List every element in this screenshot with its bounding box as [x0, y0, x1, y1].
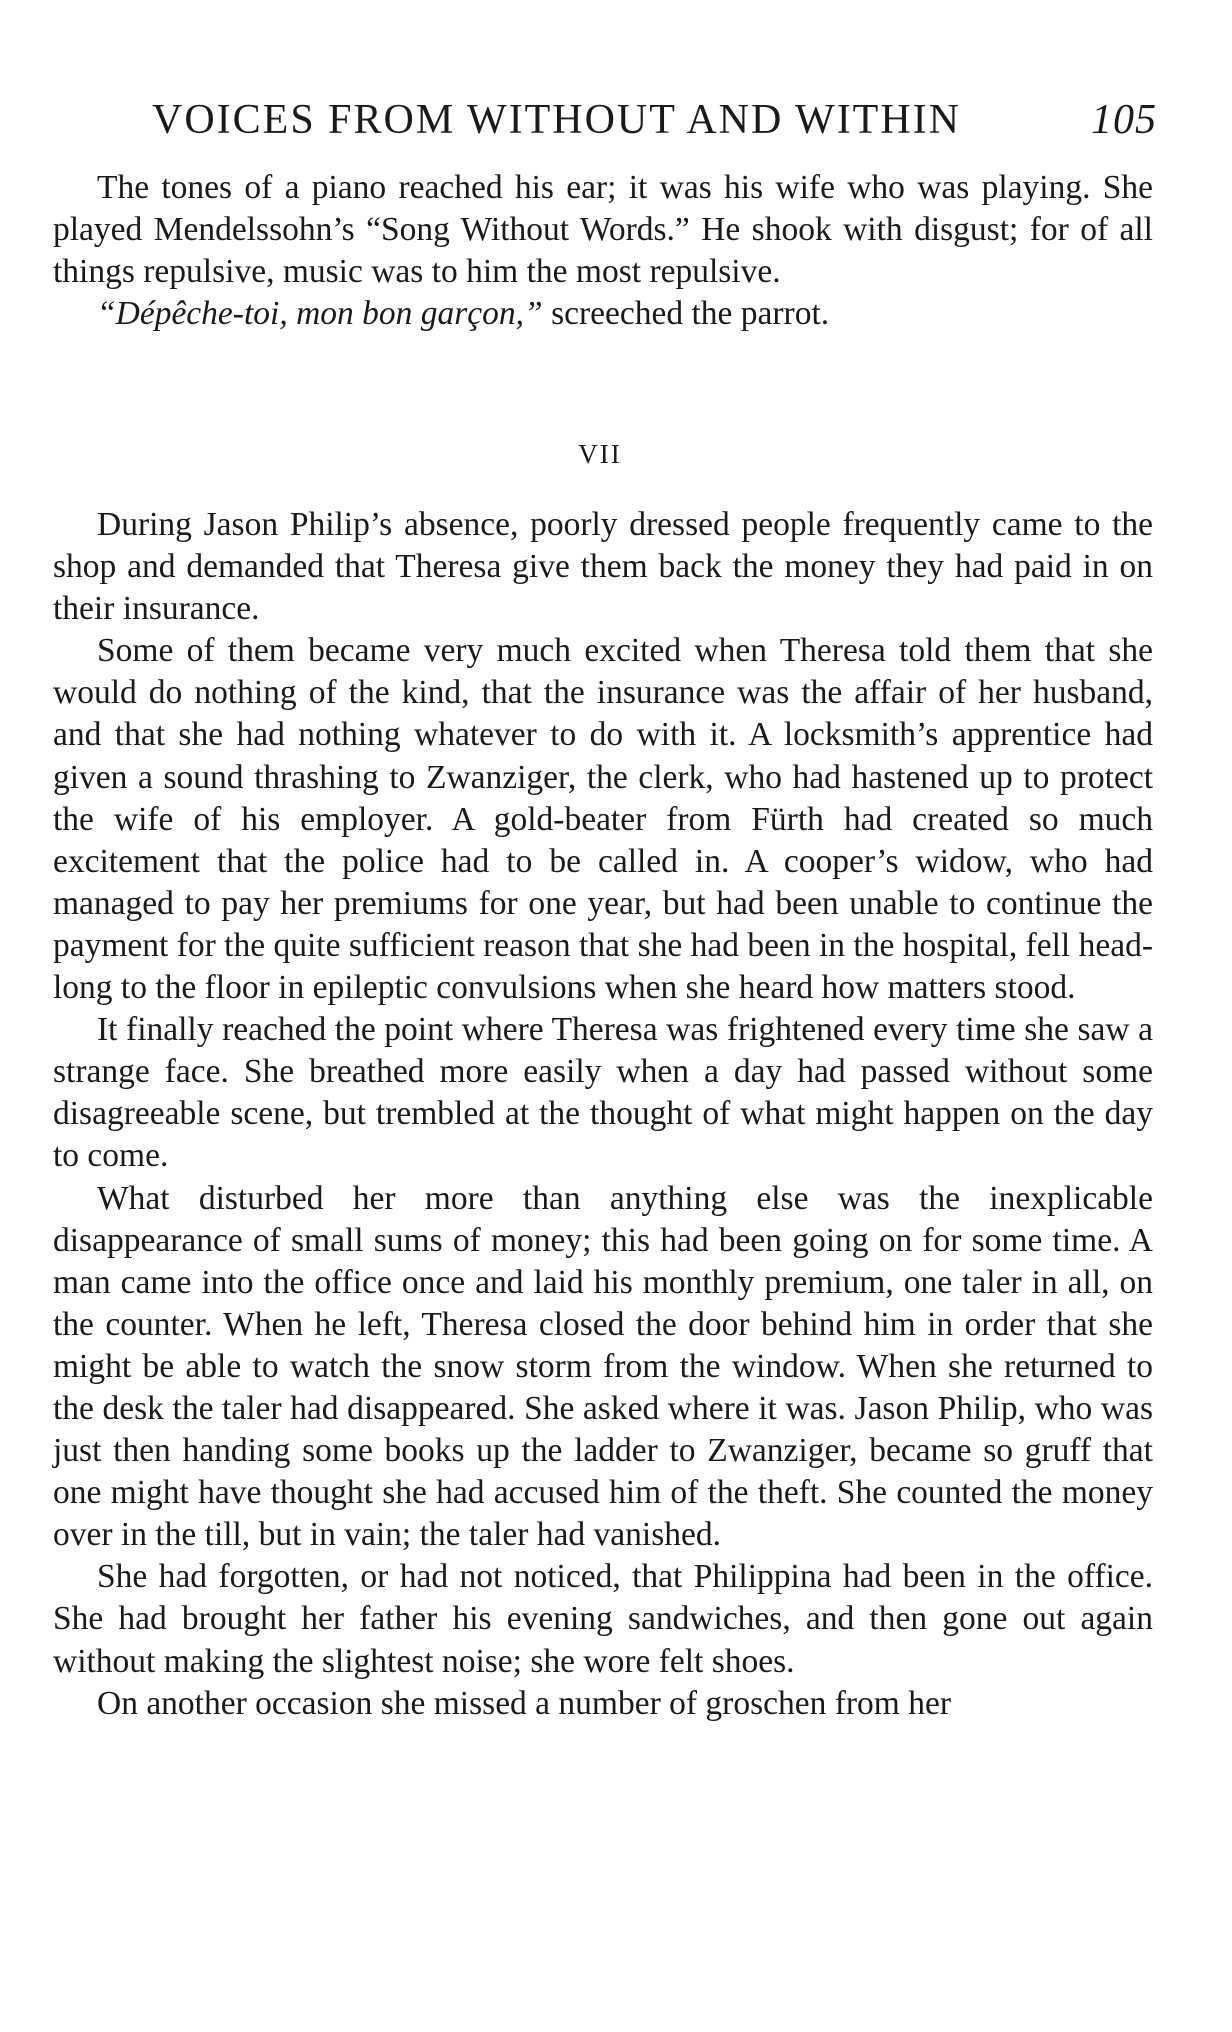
paragraph: What disturbed her more than anything else was the inexplicable disappearance of small sums of money; this had been going on for some time. A man came into the office once and laid his monthly premium, one taler in all, on the counter. When he left, Theresa closed the door behind him in order that she might be able to watch the snow storm from the window. When she returned to the desk the taler had disappeared. She asked where it was. Jason Philip, who was just then handing some books up the ladder to Zwanziger, became so gruff that one might have thought she had accused him of the theft. She counted the money over in the till, but in vain; the taler had vanished.: [53, 1179, 1153, 1554]
running-head: [152, 92, 1157, 148]
paragraph: On another occasion she missed a number of groschen from her: [97, 1684, 951, 1722]
parrot-paragraph: [53, 293, 1153, 335]
section-number: VII: [578, 439, 622, 469]
text-block-after-section: [53, 504, 1153, 1725]
running-title: VOICES FROM WITHOUT AND WITHIN: [152, 97, 961, 143]
paragraph: The tones of a piano reached his ear; it was his wife who was playing. She played Mendelssohn’s “Song Without Words.” He shook with disgust; for of all things repulsive, music was to him the most repulsive.: [53, 169, 1153, 291]
paragraph: It finally reached the point where Theresa was frightened every time she saw a strange face. She breathed more easily when a day had passed without some disagreeable scene, but trembled at the thought of what might happen on the day to come.: [53, 1011, 1153, 1175]
paragraph: During Jason Philip’s absence, poorly dressed people frequently came to the shop and demanded that Theresa give them back the money they had paid in on their insurance.: [53, 506, 1153, 628]
parrot-rest: screeched the parrot.: [542, 295, 830, 333]
paragraph: She had forgotten, or had not noticed, that Philippina had been in the office. She had brought her father his evening sandwiches, and then gone out again without making the slightest noise; she wore felt shoes.: [53, 1558, 1153, 1680]
paragraph: Some of them became very much excited when Theresa told them that she would do nothing of the kind, that the insurance was the affair of her husband, and that she had nothing whatever to do with it. A locksmith’s apprentice had given a sound thrashing to Zwanziger, the clerk, who had hastened up to protect the wife of his employer. A gold-beater from Fürth had created so much excitement that the police had to be called in. A cooper’s widow, who had managed to pay her premiums for one year, but had been unable to continue the payment for the quite sufficient reason that she had been in the hospital, fell head-long to the floor in epileptic convulsions when she heard how matters stood.: [53, 632, 1153, 1007]
page-number: 105: [1091, 97, 1157, 143]
text-block-before-section: [53, 167, 1153, 335]
parrot-quote: “Dépêche-toi, mon bon garçon,”: [97, 295, 543, 333]
